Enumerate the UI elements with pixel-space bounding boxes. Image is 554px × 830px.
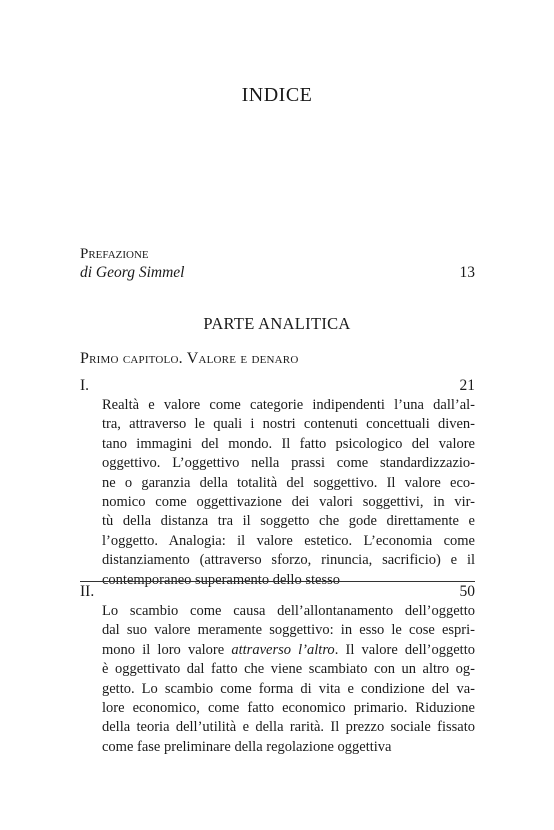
section-page-number-1: 21 — [459, 377, 475, 394]
summary-line: della teoria dell’utilità e della rarità. Il prezzo sociale fissato — [102, 719, 475, 736]
section-summary-2 — [102, 602, 475, 757]
summary-line: è oggettivato dal fatto che viene scambiato con un altro og- — [102, 661, 475, 678]
summary-line: oggettivo. L’oggettivo nella prassi come standardizzazio- — [102, 455, 475, 472]
preface-author: di Georg Simmel — [80, 264, 185, 281]
section-head-2 — [80, 582, 475, 602]
summary-line: tù della distanza tra il soggetto che gode direttamente e — [102, 513, 475, 530]
summary-italic-text: attraverso l’altro — [231, 641, 335, 658]
section-entry-2 — [80, 579, 475, 757]
summary-line: tra, attraverso le quali i nostri contenuti concettuali diven- — [102, 416, 475, 433]
preface-entry — [80, 245, 475, 283]
section-entry-1 — [80, 376, 475, 590]
section-number-2: II. — [80, 583, 95, 600]
summary-line: lore economico, come fatto economico primario. Riduzione — [102, 700, 475, 717]
preface-heading: Prefazione — [80, 246, 149, 262]
summary-line: ne o garanzia della totalità del soggettivo. Il valore eco- — [102, 474, 475, 491]
chapter-title: Primo capitolo. Valore e denaro — [80, 350, 299, 367]
section-number-1: I. — [80, 377, 90, 394]
summary-line-mixed — [102, 641, 475, 660]
summary-line: l’oggetto. Analogia: il valore estetico. L’economia come — [102, 532, 475, 549]
summary-line: Realtà e valore come categorie indipendenti l’una dall’al- — [102, 397, 475, 413]
section-summary-1 — [102, 396, 475, 590]
preface-page-number: 13 — [459, 264, 475, 281]
preface-row — [80, 263, 475, 283]
summary-line: dal suo valore meramente soggettivo: in esso le cose espri- — [102, 622, 475, 639]
summary-line: Lo scambio come causa dell’allontanamento dell’oggetto — [102, 603, 475, 619]
summary-line: distanziamento (attraverso sforzo, rinuncia, sacrificio) e il — [102, 552, 475, 569]
summary-line: nomico come oggettivazione dei valori soggettivi, in vir- — [102, 494, 475, 511]
summary-line: tano immagini del mondo. Il fatto psicologico del valore — [102, 435, 475, 452]
summary-text: . Il valore dell’oggetto — [334, 641, 475, 658]
summary-text: mono il loro valore — [102, 641, 232, 658]
part-title: PARTE ANALITICA — [203, 314, 351, 333]
summary-line: contemporaneo superamento dello stesso — [102, 571, 340, 588]
summary-line: come fase preliminare della regolazione oggettiva — [102, 738, 392, 755]
summary-line: getto. Lo scambio come forma di vita e condizione del va- — [102, 680, 475, 697]
page-title: INDICE — [241, 84, 313, 106]
section-head-1 — [80, 376, 475, 396]
section-page-number-2: 50 — [459, 583, 475, 600]
